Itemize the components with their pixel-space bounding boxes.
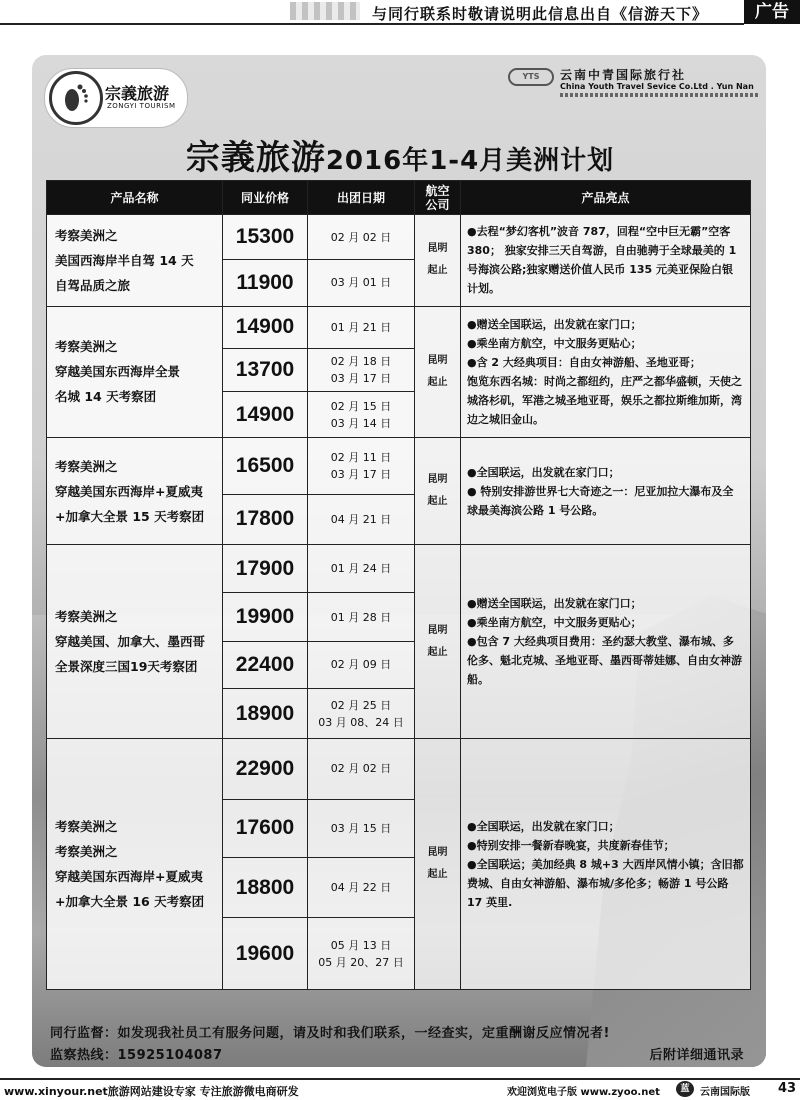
footer-left-text: www.xinyour.net旅游网站建设专家 专注旅游微电商研发 (4, 1085, 299, 1098)
page-number: 43 (778, 1081, 797, 1096)
departure-date: 03 月 01 日 (308, 260, 415, 306)
source-notice: 与同行联系时敬请说明此信息出自《信游天下》 (372, 5, 709, 23)
price: 22900 (223, 739, 308, 799)
header-price: 同业价格 (223, 181, 308, 215)
agency-fine-print (560, 93, 760, 97)
product-name: 考察美洲之 穿越美国东西海岸全景 名城 14 天考察团 (47, 306, 223, 438)
product-table (46, 180, 751, 990)
price: 17900 (223, 545, 308, 593)
table-row (47, 215, 751, 260)
logo-text-cn: 宗義旅游 (105, 84, 170, 103)
departure-date: 02 月 18 日 03 月 17 日 (308, 348, 415, 391)
airline: 昆明 起止 (415, 739, 461, 990)
product-name: 考察美洲之 考察美洲之 穿越美国东西海岸+夏威夷+加拿大全景 16 天考察团 (47, 739, 223, 990)
agency-name-en: China Youth Travel Sevice Co.Ltd . Yun Nan (560, 82, 754, 91)
airline: 昆明 起止 (415, 545, 461, 739)
price: 15300 (223, 215, 308, 260)
product-name: 考察美洲之 穿越美国东西海岸+夏威夷+加拿大全景 15 天考察团 (47, 438, 223, 545)
edition-name: 云南国际版 (700, 1087, 750, 1098)
price: 19600 (223, 918, 308, 990)
highlights: ●去程“梦幻客机”波音 787，回程“空中巨无霸”空客 380； 独家安排三天自驾游，自由驰骋于全球最美的 1 号海滨公路;独家赠送价值人民币 135 元美亚保险白银计划。 (461, 215, 751, 307)
price: 18800 (223, 858, 308, 918)
departure-date: 01 月 28 日 (308, 593, 415, 641)
header-date: 出团日期 (308, 181, 415, 215)
highlights: ●全国联运，出发就在家门口； ●特别安排一餐新春晚宴，共度新春佳节； ●全国联运；美加经典 8 城+3 大西岸风情小镇；含旧都费城、自由女神游船、瀑布城/多伦多；畅游 1 号公路 17 英里. (461, 739, 751, 990)
highlights: ●全国联运，出发就在家门口； ● 特别安排游世界七大奇迹之一：尼亚加拉大瀑布及全球最美海滨公路 1 号公路。 (461, 438, 751, 545)
airline: 昆明 起止 (415, 306, 461, 438)
departure-date: 02 月 09 日 (308, 641, 415, 688)
agency-mark: YTS (508, 68, 554, 86)
highlights: ●赠送全国联运，出发就在家门口； ●乘坐南方航空，中文服务更贴心； ●包含 7 大经典项目费用：圣约瑟大教堂、瀑布城、多伦多、魁北克城、圣地亚哥、墨西哥蒂娃娜、自由女神游船。 (461, 545, 751, 739)
airline: 昆明 起止 (415, 215, 461, 307)
zongyi-logo (44, 68, 188, 128)
footer-website: 欢迎浏览电子版 www.zyoo.net (507, 1087, 660, 1098)
table-header-row (47, 181, 751, 215)
agency-brand (508, 66, 758, 102)
header-airline: 航空 公司 (415, 181, 461, 215)
departure-date: 03 月 15 日 (308, 799, 415, 857)
price: 17800 (223, 494, 308, 544)
table-row (47, 545, 751, 593)
hotline: 监察热线：15925104087 (50, 1048, 223, 1063)
footprint-icon (49, 71, 103, 125)
title-plan: 2016年1-4月美洲计划 (325, 146, 615, 176)
agency-name-cn: 云南中青国际旅行社 (560, 68, 687, 82)
table-row (47, 306, 751, 348)
departure-date: 02 月 15 日 03 月 14 日 (308, 392, 415, 438)
departure-date: 02 月 11 日 03 月 17 日 (308, 438, 415, 494)
price: 18900 (223, 688, 308, 738)
departure-date: 01 月 21 日 (308, 306, 415, 348)
price: 19900 (223, 593, 308, 641)
departure-date: 04 月 21 日 (308, 494, 415, 544)
departure-date: 02 月 02 日 (308, 215, 415, 260)
price: 14900 (223, 306, 308, 348)
directory-note: 后附详细通讯录 (649, 1048, 744, 1063)
footer-rule (0, 1078, 800, 1080)
product-name: 考察美洲之 美国西海岸半自驾 14 天 自驾品质之旅 (47, 215, 223, 307)
title-brand: 宗義旅游 (185, 138, 326, 178)
highlights: ●赠送全国联运，出发就在家门口； ●乘坐南方航空，中文服务更贴心； ●含 2 大经典项目：自由女神游船、圣地亚哥； 饱览东西名城：时尚之都纽约，庄严之都华盛顿，天使之城洛杉矶，军港之城圣地亚哥，娱乐之都拉斯维加斯，湾边之城旧金山。 (461, 306, 751, 438)
supervision-notice (50, 1022, 756, 1062)
price: 17600 (223, 799, 308, 857)
top-banner (0, 0, 800, 24)
table-row (47, 739, 751, 799)
ad-tag: 广告 (744, 0, 800, 24)
header-name: 产品名称 (47, 181, 223, 215)
price: 22400 (223, 641, 308, 688)
edition-badge-icon: 蓝 (676, 1081, 694, 1097)
departure-date: 02 月 25 日 03 月 08、24 日 (308, 688, 415, 738)
departure-date: 01 月 24 日 (308, 545, 415, 593)
price: 11900 (223, 260, 308, 306)
logo-text-en: ZONGYI TOURISM (107, 102, 176, 110)
departure-date: 04 月 22 日 (308, 858, 415, 918)
header-highlights: 产品亮点 (461, 181, 751, 215)
page-footer (0, 1078, 800, 1100)
supervision-row (50, 1044, 756, 1062)
product-name: 考察美洲之 穿越美国、加拿大、墨西哥全景深度三国19天考察团 (47, 545, 223, 739)
banner-rule (0, 23, 744, 25)
page-title (0, 130, 800, 179)
departure-date: 02 月 02 日 (308, 739, 415, 799)
departure-date: 05 月 13 日 05 月 20、27 日 (308, 918, 415, 990)
price: 14900 (223, 392, 308, 438)
table-row (47, 438, 751, 494)
price: 13700 (223, 348, 308, 391)
checker-pattern (290, 2, 360, 20)
supervision-text: 同行监督：如发现我社员工有服务问题，请及时和我们联系，一经查实，定重酬谢反应情况者! (50, 1026, 610, 1041)
airline: 昆明 起止 (415, 438, 461, 545)
price: 16500 (223, 438, 308, 494)
